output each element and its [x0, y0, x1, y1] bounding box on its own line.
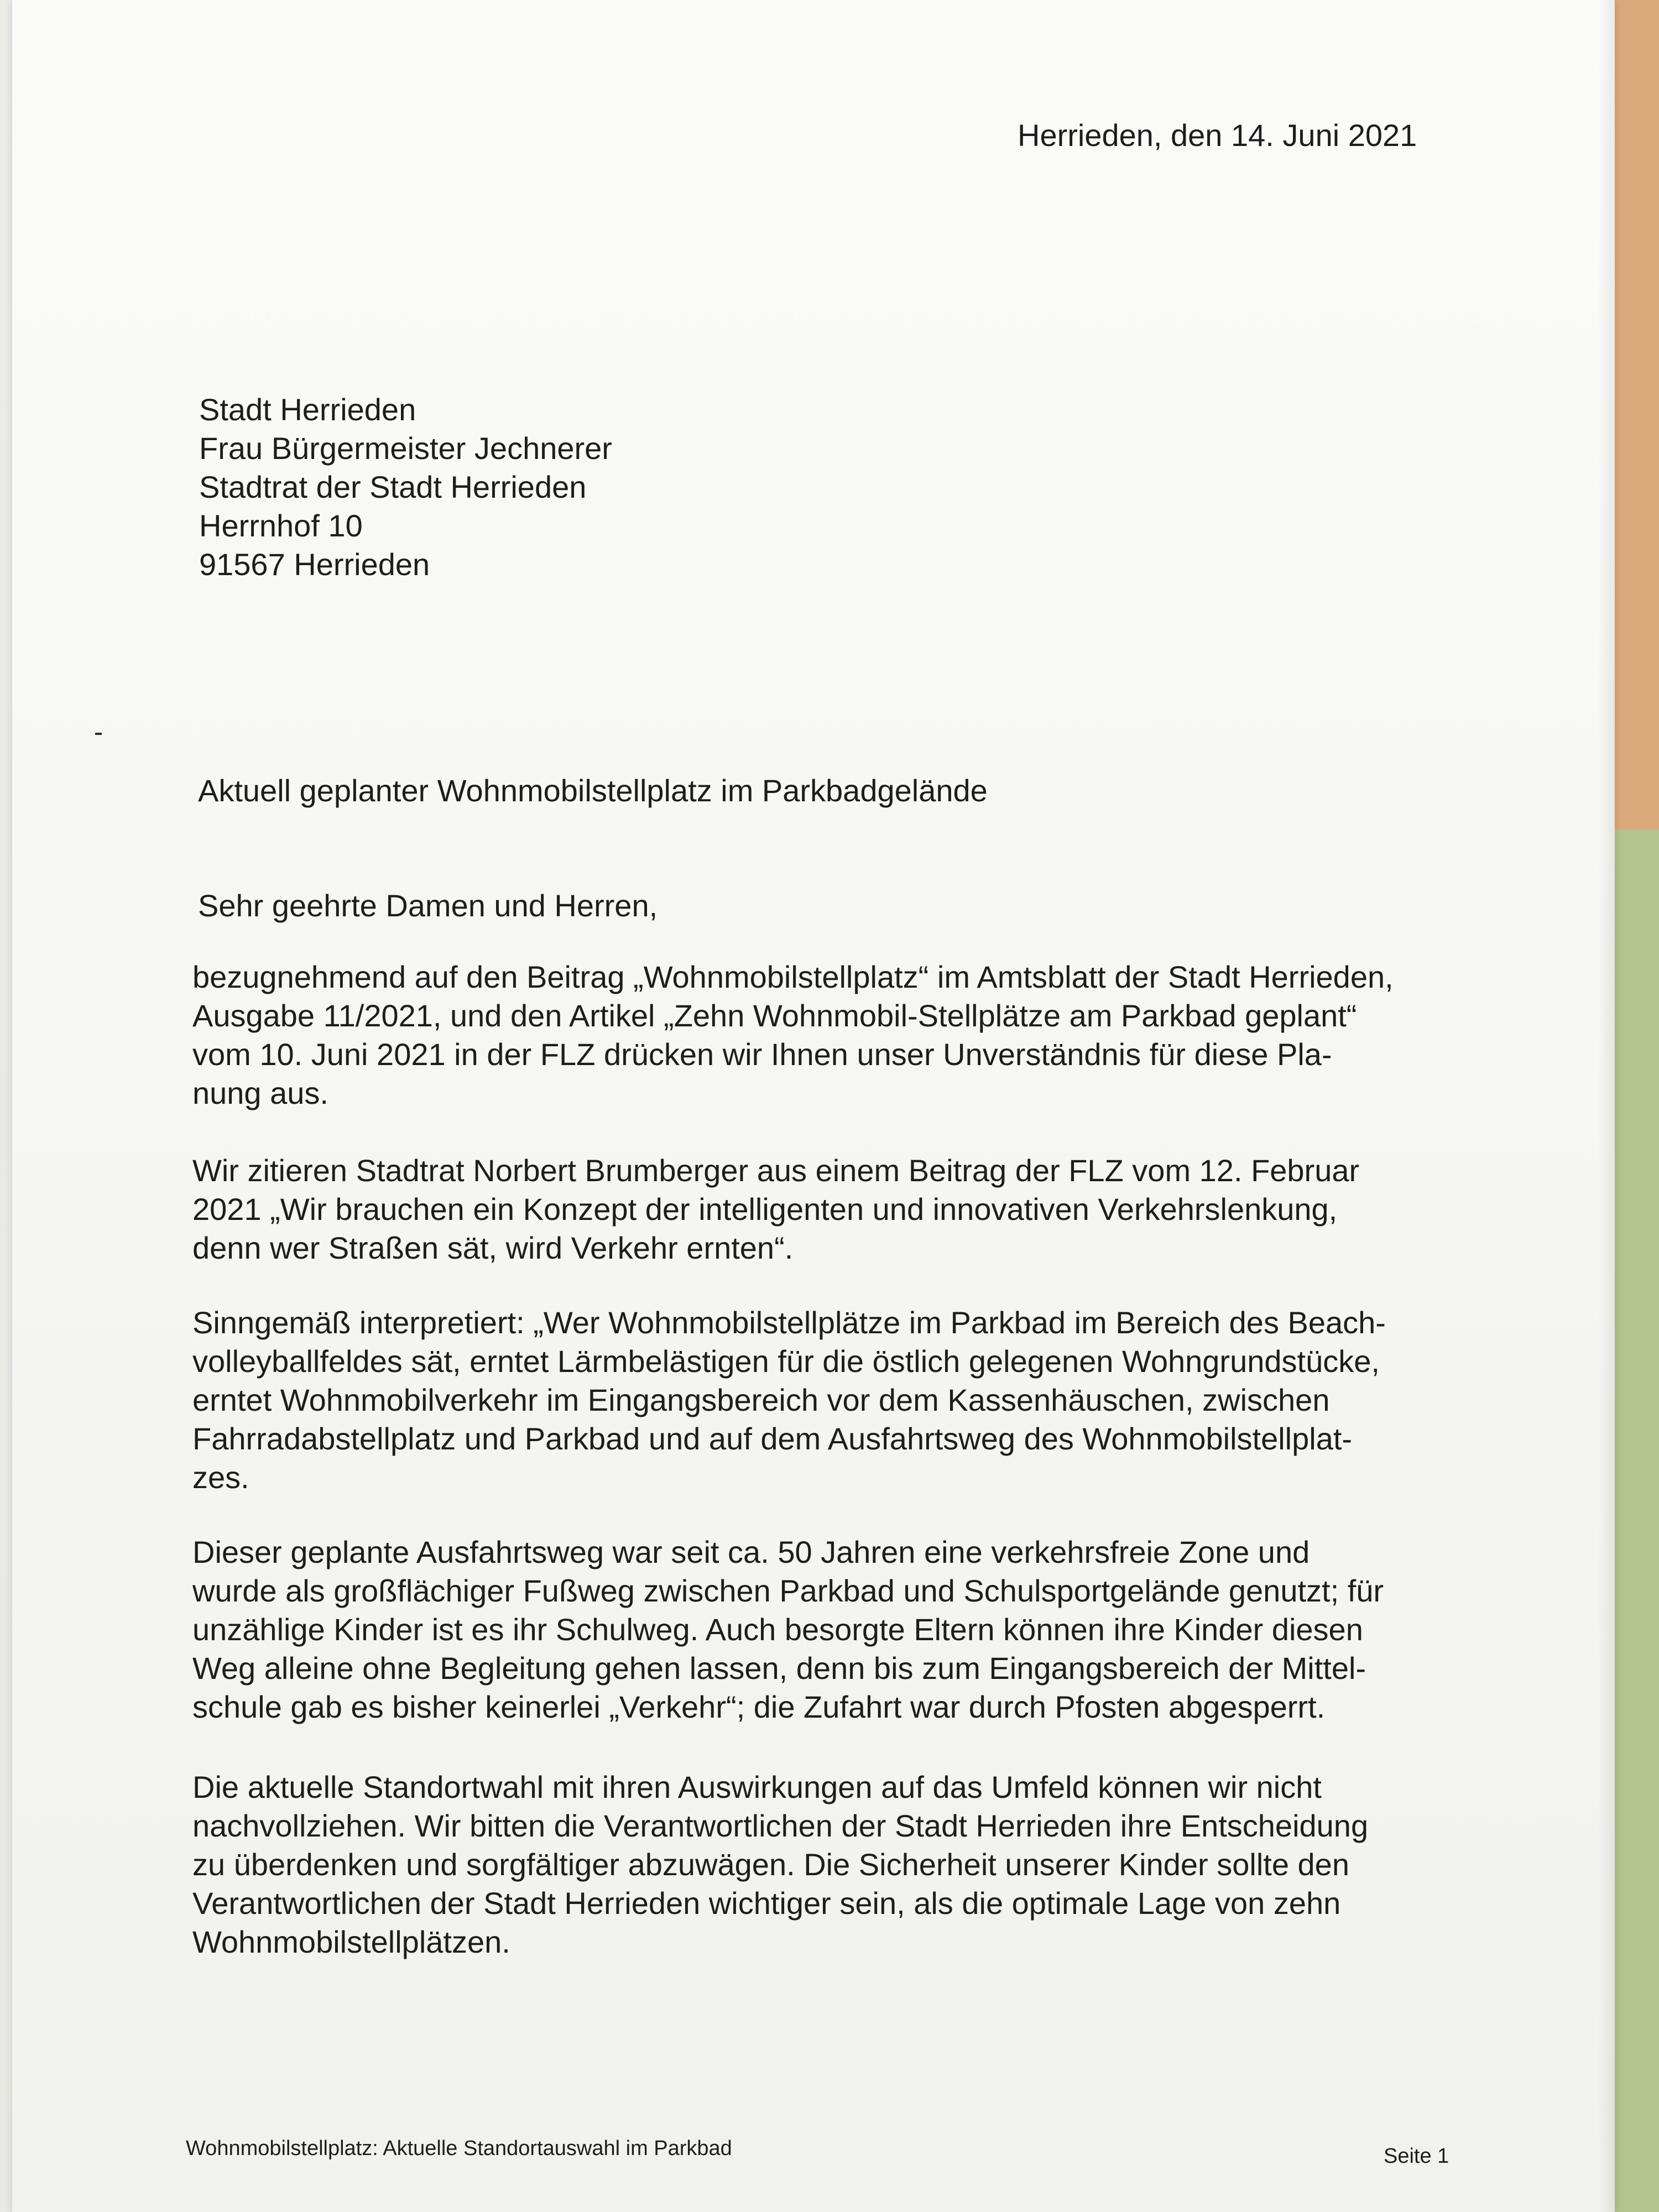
paragraph-line: zes.	[192, 1460, 249, 1495]
paragraph-line: schule gab es bisher keinerlei „Verkehr“; die Zufahrt war durch Pfosten abgesperrt.	[192, 1689, 1326, 1724]
recipient-line: Frau Bürgermeister Jechnerer	[199, 431, 612, 466]
paragraph-line: vom 10. Juni 2021 in der FLZ drücken wir Ihnen unser Unverständnis für diese Pla-	[192, 1037, 1332, 1072]
paragraph-line: Fahrradabstellplatz und Parkbad und auf dem Ausfahrtsweg des Wohnmobilstellplat-	[192, 1421, 1353, 1456]
paragraph-line: wurde als großflächiger Fußweg zwischen Parkbad und Schulsportgelände genutzt; für	[192, 1573, 1384, 1608]
paragraph-line: erntet Wohnmobilverkehr im Eingangsbereich vor dem Kassenhäuschen, zwischen	[192, 1383, 1330, 1417]
recipient-line: Stadtrat der Stadt Herrieden	[199, 469, 587, 504]
paragraph-line: nung aus.	[192, 1076, 328, 1110]
paragraph-line: zu überdenken und sorgfältiger abzuwägen. Die Sicherheit unserer Kinder sollte den	[192, 1847, 1349, 1882]
subject-line: Aktuell geplanter Wohnmobilstellplatz im Parkbadgelände	[198, 773, 988, 808]
fold-mark	[95, 733, 102, 735]
sheet-edge-shadow	[1598, 0, 1615, 2212]
paragraph-5	[192, 1768, 1514, 1961]
paragraph-3	[192, 1303, 1514, 1497]
paragraph-line: volleyballfeldes sät, erntet Lärmbelästigen für die östlich gelegenen Wohngrundstücke,	[192, 1344, 1380, 1379]
paragraph-line: Dieser geplante Ausfahrtsweg war seit ca. 50 Jahren eine verkehrsfreie Zone und	[192, 1535, 1310, 1569]
footer-title: Wohnmobilstellplatz: Aktuelle Standortauswahl im Parkbad	[186, 2137, 732, 2160]
paragraph-line: Verantwortlichen der Stadt Herrieden wichtiger sein, als die optimale Lage von zehn	[192, 1886, 1341, 1921]
paragraph-line: Sinngemäß interpretiert: „Wer Wohnmobilstellplätze im Parkbad im Bereich des Beach-	[192, 1305, 1386, 1340]
paragraph-line: nachvollziehen. Wir bitten die Verantwortlichen der Stadt Herrieden ihre Entscheidung	[192, 1808, 1369, 1843]
date-line: Herrieden, den 14. Juni 2021	[1018, 118, 1417, 153]
paragraph-line: Ausgabe 11/2021, und den Artikel „Zehn Wohnmobil-Stellplätze am Parkbad geplant“	[192, 998, 1357, 1033]
recipient-line: 91567 Herrieden	[199, 547, 430, 582]
paragraph-1	[192, 958, 1514, 1113]
paragraph-4	[192, 1533, 1514, 1726]
recipient-address	[199, 390, 612, 584]
paragraph-line: Die aktuelle Standortwahl mit ihren Auswirkungen auf das Umfeld können wir nicht	[192, 1770, 1322, 1804]
salutation: Sehr geehrte Damen und Herren,	[198, 888, 658, 923]
paragraph-line: Wohnmobilstellplätzen.	[192, 1924, 510, 1959]
paragraph-line: unzählige Kinder ist es ihr Schulweg. Auch besorgte Eltern können ihre Kinder diesen	[192, 1612, 1363, 1647]
paragraph-line: 2021 „Wir brauchen ein Konzept der intelligenten und innovativen Verkehrslenkung,	[192, 1192, 1338, 1227]
paragraph-line: bezugnehmend auf den Beitrag „Wohnmobilstellplatz“ im Amtsblatt der Stadt Herrieden,	[192, 959, 1394, 994]
recipient-line: Stadt Herrieden	[199, 392, 416, 427]
paragraph-2	[192, 1151, 1514, 1267]
recipient-line: Herrnhof 10	[199, 508, 363, 543]
page-number: Seite 1	[1384, 2145, 1449, 2168]
paragraph-line: Wir zitieren Stadtrat Norbert Brumberger aus einem Beitrag der FLZ vom 12. Februar	[192, 1153, 1360, 1188]
paragraph-line: Weg alleine ohne Begleitung gehen lassen, denn bis zum Eingangsbereich der Mittel-	[192, 1651, 1366, 1686]
paragraph-line: denn wer Straßen sät, wird Verkehr ernten“.	[192, 1230, 794, 1265]
